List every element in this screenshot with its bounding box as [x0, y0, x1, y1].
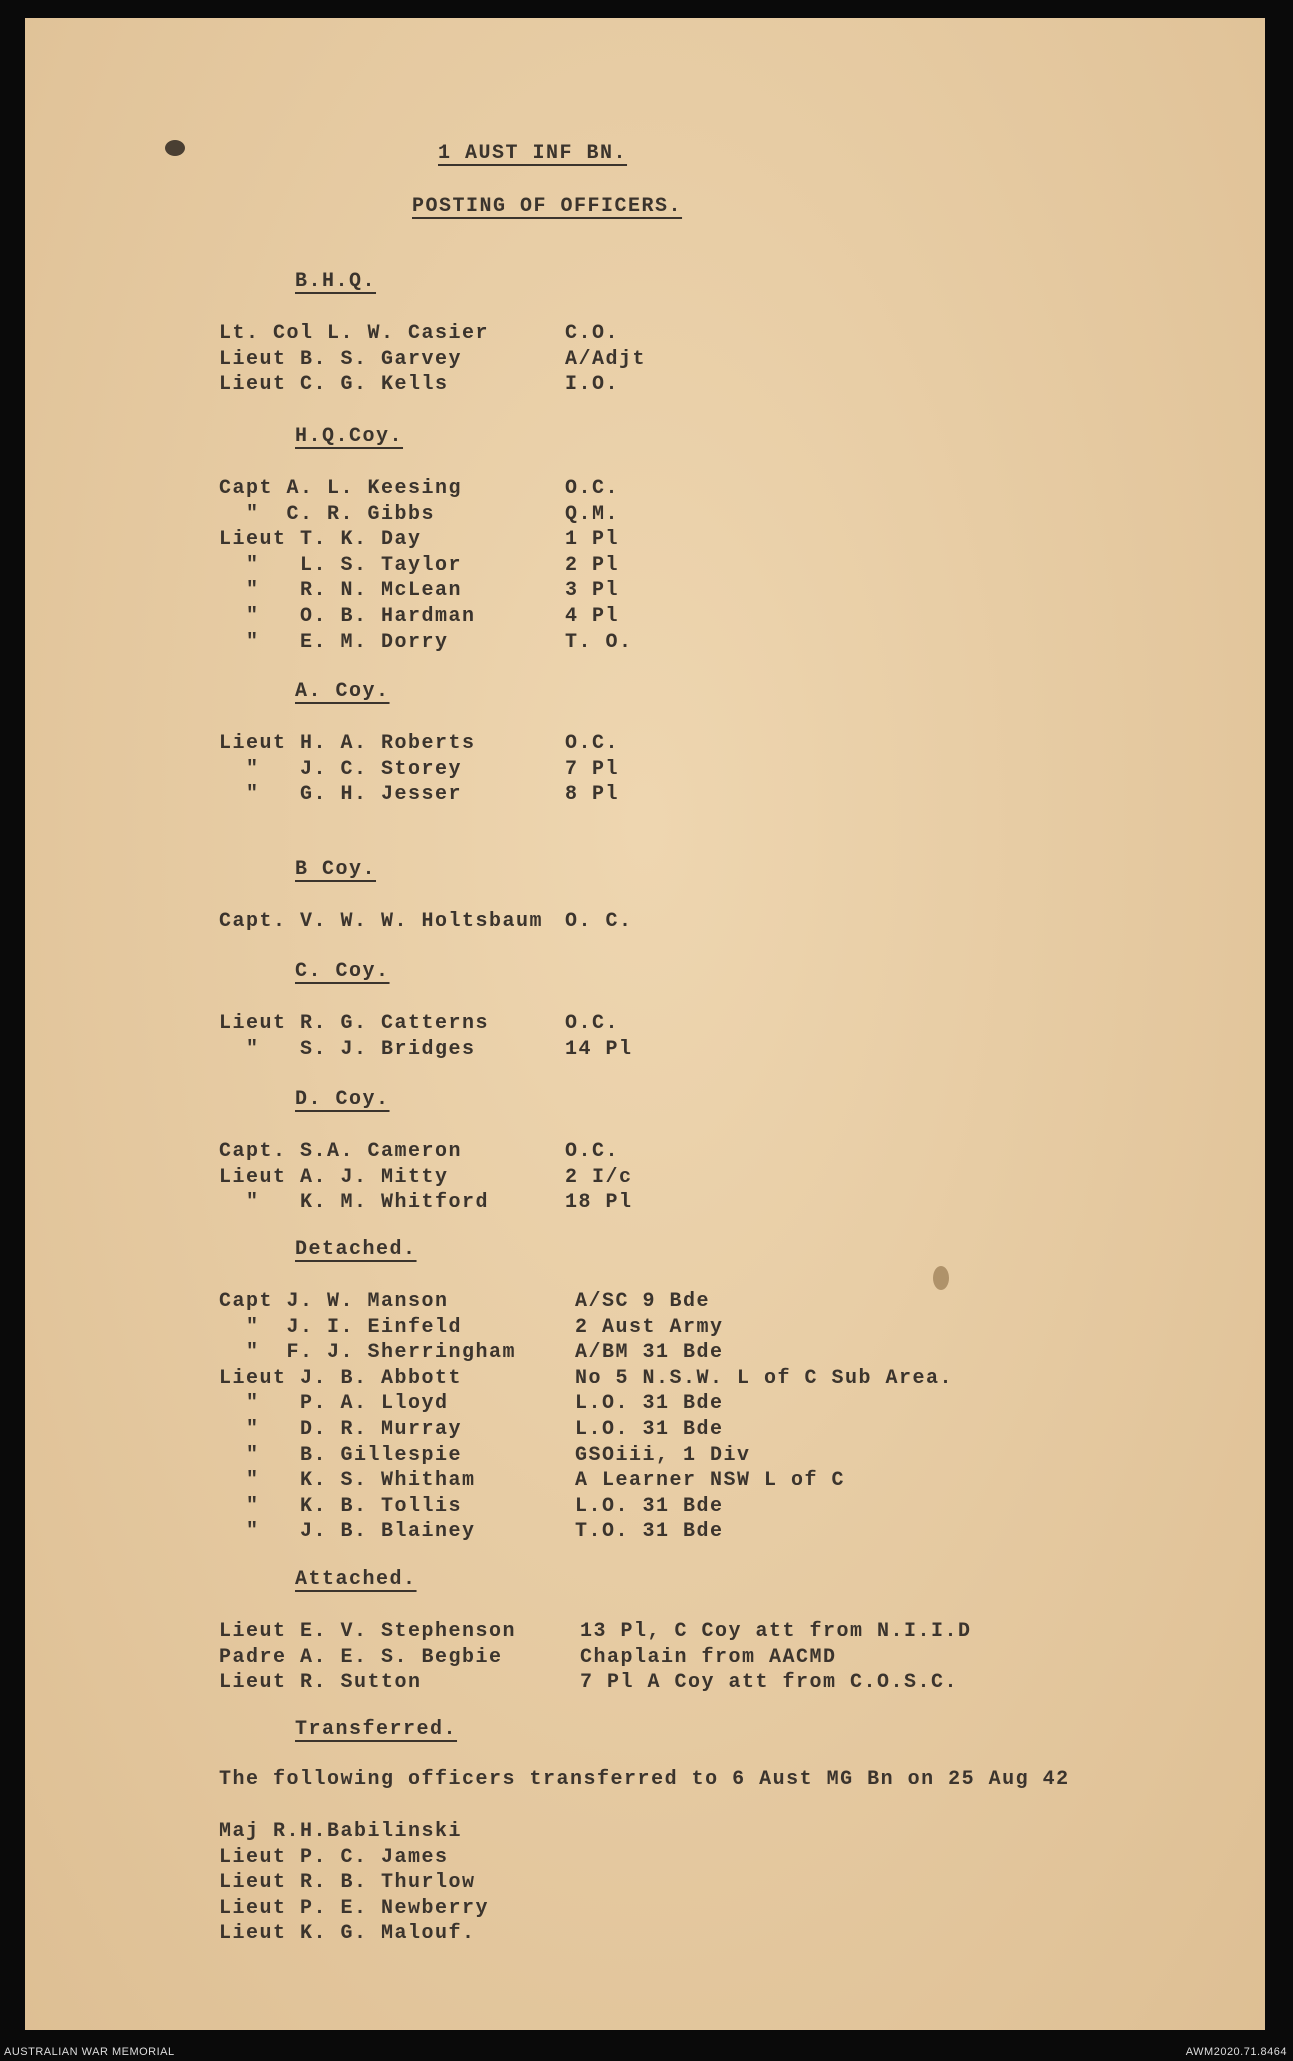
officer-name: " D. R. Murray [219, 1418, 463, 1441]
officer-name: " L. S. Taylor [219, 553, 463, 577]
officer-name: " C. R. Gibbs [219, 502, 436, 526]
document-page [25, 18, 1265, 2030]
officer-post: T.O. 31 Bde [575, 1520, 724, 1544]
section-heading: C. Coy. [295, 960, 390, 983]
officer-post: 8 Pl [565, 783, 620, 807]
officer-post: 2 Pl [565, 553, 620, 577]
officer-post: O.C. [565, 1140, 620, 1163]
officer-name: Lieut R. G. Catterns [219, 1012, 490, 1035]
officer-post: C.O. [565, 322, 620, 345]
officer-name: " K. B. Tollis [219, 1494, 463, 1518]
officer-post: L.O. 31 Bde [575, 1494, 724, 1518]
officer-post: Q.M. [565, 502, 620, 526]
officer-name: Padre A. E. S. Begbie [219, 1645, 503, 1669]
officer-name: Lieut B. S. Garvey [219, 347, 463, 371]
officer-post: 13 Pl, C Coy att from N.I.I.D [580, 1620, 972, 1643]
officer-name: " J. B. Blainey [219, 1520, 476, 1544]
officer-post: T. O. [565, 630, 633, 654]
officer-post: 18 Pl [565, 1191, 633, 1215]
ink-blot-mark [165, 140, 185, 156]
officer-name: " F. J. Sherringham [219, 1341, 517, 1365]
officer-name: " P. A. Lloyd [219, 1392, 449, 1416]
officer-name: " J. C. Storey [219, 757, 463, 781]
officer-post: A Learner NSW L of C [575, 1469, 846, 1493]
officer-name: Lt. Col L. W. Casier [219, 322, 490, 345]
officer-post: 2 I/c [565, 1165, 633, 1189]
officer-post: 14 Pl [565, 1037, 633, 1061]
transferred-officer-name: Maj R.H.Babilinski [219, 1820, 463, 1843]
officer-name: Lieut J. B. Abbott [219, 1366, 463, 1390]
officer-post: O.C. [565, 732, 620, 755]
officer-post: O.C. [565, 477, 620, 500]
officer-name: Capt A. L. Keesing [219, 477, 463, 500]
officer-name: Lieut R. Sutton [219, 1671, 422, 1695]
document-title: 1 AUST INF BN. [438, 142, 628, 165]
officer-name: " B. Gillespie [219, 1443, 463, 1467]
transferred-officer-name: Lieut R. B. Thurlow [219, 1871, 476, 1895]
officer-name: Lieut A. J. Mitty [219, 1165, 449, 1189]
officer-name: Lieut E. V. Stephenson [219, 1620, 517, 1643]
officer-post: A/Adjt [565, 347, 647, 371]
officer-post: Chaplain from AACMD [580, 1645, 837, 1669]
officer-name: Capt J. W. Manson [219, 1290, 449, 1313]
officer-name: " J. I. Einfeld [219, 1315, 463, 1339]
transfer-note: The following officers transferred to 6 Aust MG Bn on 25 Aug 42 [219, 1768, 1070, 1791]
officer-post: 2 Aust Army [575, 1315, 724, 1339]
officer-post: 1 Pl [565, 528, 620, 552]
officer-name: Capt. V. W. W. Holtsbaum [219, 910, 544, 933]
officer-post: A/SC 9 Bde [575, 1290, 711, 1313]
footer-institution: AUSTRALIAN WAR MEMORIAL [4, 2046, 175, 2058]
officer-name: " S. J. Bridges [219, 1037, 476, 1061]
document-subtitle: POSTING OF OFFICERS. [412, 195, 683, 218]
officer-post: GSOiii, 1 Div [575, 1443, 751, 1467]
officer-name: Lieut T. K. Day [219, 528, 422, 552]
officer-post: No 5 N.S.W. L of C Sub Area. [575, 1366, 954, 1390]
section-heading: Attached. [295, 1568, 417, 1591]
officer-name: Capt. S.A. Cameron [219, 1140, 463, 1163]
section-heading: B.H.Q. [295, 270, 377, 293]
section-heading: Detached. [295, 1238, 417, 1261]
officer-name: " K. S. Whitham [219, 1469, 476, 1493]
officer-name: " K. M. Whitford [219, 1191, 490, 1215]
section-heading: H.Q.Coy. [295, 425, 404, 448]
officer-name: " R. N. McLean [219, 579, 463, 603]
section-heading: A. Coy. [295, 680, 390, 703]
stain-mark [933, 1266, 949, 1290]
officer-name: Lieut H. A. Roberts [219, 732, 476, 755]
officer-name: Lieut C. G. Kells [219, 373, 449, 397]
section-heading-transferred: Transferred. [295, 1718, 458, 1741]
transferred-officer-name: Lieut P. E. Newberry [219, 1896, 490, 1920]
footer-reference: AWM2020.71.8464 [1185, 2046, 1287, 2058]
officer-name: " G. H. Jesser [219, 783, 463, 807]
officer-post: I.O. [565, 373, 620, 397]
section-heading: D. Coy. [295, 1088, 390, 1111]
officer-post: 4 Pl [565, 605, 620, 628]
officer-post: 7 Pl [565, 757, 620, 781]
transferred-officer-name: Lieut K. G. Malouf. [219, 1922, 476, 1946]
officer-name: " O. B. Hardman [219, 605, 476, 628]
section-heading: B Coy. [295, 858, 377, 881]
officer-post: O. C. [565, 910, 633, 933]
transferred-officer-name: Lieut P. C. James [219, 1845, 449, 1869]
officer-name: " E. M. Dorry [219, 630, 449, 654]
officer-post: A/BM 31 Bde [575, 1341, 724, 1365]
officer-post: L.O. 31 Bde [575, 1418, 724, 1441]
officer-post: O.C. [565, 1012, 620, 1035]
officer-post: L.O. 31 Bde [575, 1392, 724, 1416]
officer-post: 3 Pl [565, 579, 620, 603]
officer-post: 7 Pl A Coy att from C.O.S.C. [580, 1671, 959, 1695]
